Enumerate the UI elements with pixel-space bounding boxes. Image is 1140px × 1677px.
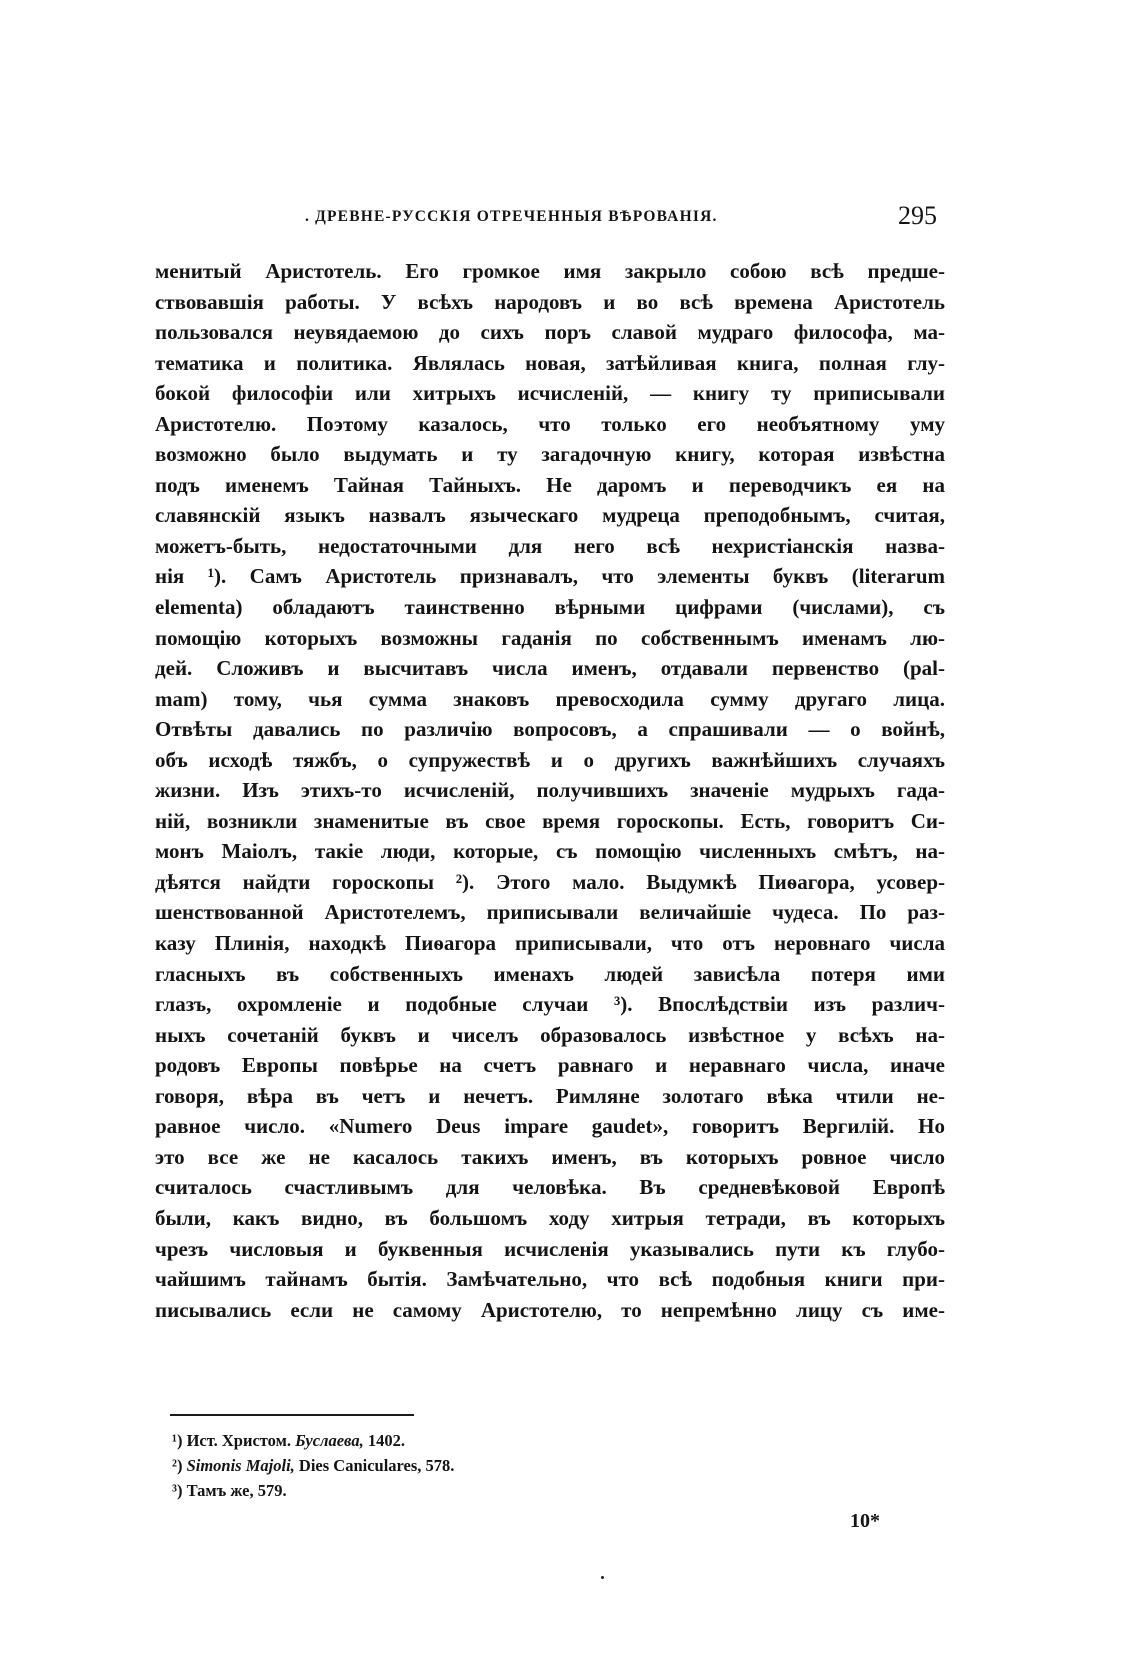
text-line: ныхъ сочетаній буквъ и чиселъ образовалось извѣстное у всѣхъ на-: [155, 1022, 945, 1047]
text-line: менитый Аристотель. Его громкое имя закрыло собою всѣ предше-: [155, 259, 945, 283]
text-line: помощію которыхъ возможны гаданія по собственнымъ именамъ лю-: [155, 625, 945, 650]
text-line: писывались если не самому Аристотелю, то непремѣнно лицу съ име-: [155, 1297, 945, 1322]
signature-mark: 10*: [850, 1510, 880, 1532]
text-line: ствовавшія работы. У всѣхъ народовъ и во всѣ времена Аристотель: [155, 289, 945, 314]
footnote-page: Dies Caniculares, 578.: [298, 1456, 455, 1475]
text-line: пользовался неувядаемою до сихъ поръ славой мудраго философа, ма-: [155, 320, 945, 345]
text-line: казу Плинія, находкѣ Пиѳагора приписывали, что отъ неровнаго числа: [155, 931, 945, 956]
text-line: считалось счастливымъ для человѣка. Въ средневѣковой Европѣ: [155, 1175, 945, 1200]
footnote-3: [172, 1478, 454, 1503]
text-line: бокой философіи или хитрыхъ исчисленій, — книгу ту приписывали: [155, 381, 945, 406]
text-line: чрезъ числовыя и буквенныя исчисленія указывались пути къ глубо-: [155, 1236, 945, 1261]
text-line: равное число. «Numero Deus impare gaudet», говоритъ Вергилій. Но: [155, 1114, 945, 1139]
running-title: . ДРЕВНЕ-РУССКІЯ ОТРЕЧЕННЫЯ ВѢРОВАНІЯ.: [305, 208, 718, 225]
text-line: elementa) обладаютъ таинственно вѣрными цифрами (числами), съ: [155, 595, 945, 620]
text-line: возможно было выдумать и ту загадочную книгу, которая извѣстна: [155, 442, 945, 467]
footnote-marker: ²): [172, 1456, 183, 1475]
text-line: ній, возникли знаменитые въ свое время гороскопы. Есть, говоритъ Си-: [155, 808, 945, 833]
text-line: дѣятся найдти гороскопы ²). Этого мало. Выдумкѣ Пиѳагора, усовер-: [155, 869, 945, 894]
text-line: Аристотелю. Поэтому казалось, что только его необъятному уму: [155, 411, 945, 436]
text-line: говоря, вѣра въ четъ и нечетъ. Римляне золотаго вѣка чтили не-: [155, 1083, 945, 1108]
text-line: это все же не касалось такихъ именъ, въ которыхъ ровное число: [155, 1144, 945, 1169]
text-line: гласныхъ въ собственныхъ именахъ людей зависѣла потеря ими: [155, 961, 945, 986]
text-line: жизни. Изъ этихъ-то исчисленій, получившихъ значеніе мудрыхъ гада-: [155, 778, 945, 803]
footnote-marker: ³): [172, 1481, 183, 1500]
footnote-marker: ¹): [172, 1431, 183, 1450]
text-line: mam) тому, чья сумма знаковъ превосходила сумму другаго лица.: [155, 686, 945, 711]
footnote-text: Тамъ же, 579.: [186, 1481, 287, 1500]
footnote-text: Ист. Христом.: [186, 1431, 291, 1450]
footnote-author: Simonis Majoli,: [186, 1456, 295, 1475]
footnote-author: Буслаева,: [295, 1431, 364, 1450]
text-line: родовъ Европы повѣрье на счетъ равнаго и неравнаго числа, иначе: [155, 1053, 945, 1078]
text-line: славянскій языкъ назвалъ языческаго мудреца преподобнымъ, считая,: [155, 503, 945, 528]
text-line: нія ¹). Самъ Аристотель признавалъ, что элементы буквъ (literarum: [155, 564, 945, 589]
print-speck: [601, 1576, 604, 1579]
footnote-2: [172, 1453, 454, 1478]
text-line: подъ именемъ Тайная Тайныхъ. Не даромъ и переводчикъ ея на: [155, 472, 945, 497]
text-line: тематика и политика. Являлась новая, затѣйливая книга, полная глу-: [155, 350, 945, 375]
footnote-1: [172, 1428, 454, 1453]
page-number: 295: [898, 201, 937, 230]
text-line: чайшимъ тайнамъ бытія. Замѣчательно, что всѣ подобныя книги при-: [155, 1267, 945, 1292]
text-line: можетъ-быть, недостаточными для него всѣ нехристіанскія назва-: [155, 533, 945, 558]
text-line: монъ Маіолъ, такіе люди, которые, съ помощію численныхъ смѣтъ, на-: [155, 839, 945, 864]
text-line: были, какъ видно, въ большомъ ходу хитрыя тетради, въ которыхъ: [155, 1205, 945, 1230]
footnote-page: 1402.: [367, 1431, 405, 1450]
text-line: глазъ, охромленіе и подобные случаи ³). Впослѣдствіи изъ различ-: [155, 992, 945, 1017]
text-line: объ исходѣ тяжбъ, о супружествѣ и о другихъ важнѣйшихъ случаяхъ: [155, 747, 945, 772]
text-line: Отвѣты давались по различію вопросовъ, а спрашивали — о войнѣ,: [155, 717, 945, 742]
footnote-divider: [170, 1414, 414, 1416]
body-text: [155, 256, 945, 1325]
text-line: шенствованной Аристотелемъ, приписывали величайшіе чудеса. По раз-: [155, 900, 945, 925]
text-line: дей. Сложивъ и высчитавъ числа именъ, отдавали первенство (pal-: [155, 656, 945, 681]
footnotes: [172, 1428, 454, 1503]
